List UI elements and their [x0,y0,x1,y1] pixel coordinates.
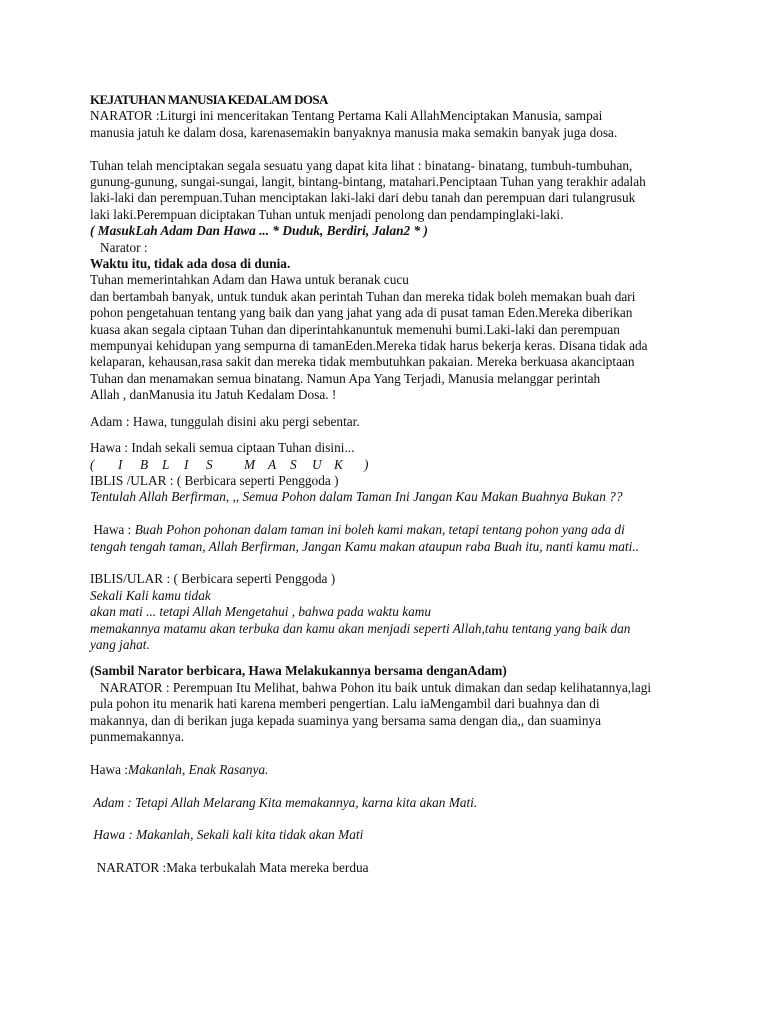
hawa-label: Hawa : [90,761,129,777]
hawa-dialogue [90,762,690,778]
hawa-dialogue-text: tengah tengah taman, Allah Berfirman, Jangan Kamu makan ataupun raba Buah itu, nanti kamu mati.. [90,538,639,554]
creation-line: laki-laki dan perempuan.Tuhan menciptakan laki-laki dari debu tanah dan perempuan dari tulangrusuk [90,190,636,206]
command-line: Tuhan dan menamakan semua binatang. Namun Apa Yang Terjadi, Manusia melanggar perintah [90,370,601,386]
stage-letter: I [118,456,123,472]
stage-direction-iblis-enter [90,457,690,473]
adam-dialogue: Adam : Hawa, tunggulah disini aku pergi sebentar. [90,413,360,429]
creation-line: laki laki.Perempuan diciptakan Tuhan untuk menjadi penolong dan pendampinglaki-laki. [90,206,564,222]
stage-letter: S [290,456,297,472]
command-line: kelaparan, kehausan,rasa sakit dan mereka tidak membutuhkan pakaian. Mereka berkuasa akanciptaan [90,354,635,370]
stage-direction-narator: (Sambil Narator berbicara, Hawa Melakukannya bersama denganAdam) [90,663,507,679]
command-line: dan bertambah banyak, untuk tunduk akan perintah Tuhan dan mereka tidak boleh memakan buah dari [90,288,636,304]
stage-letter: B [140,456,149,472]
spacer [90,506,690,522]
hawa-dialogue-text: Makanlah, Enak Rasanya. [128,761,269,777]
stage-letter: M [244,456,256,472]
command-line: Tuhan memerintahkan Adam dan Hawa untuk beranak cucu [90,272,409,288]
iblis-dialogue: akan mati ... tetapi Allah Mengetahui , bahwa pada waktu kamu [90,604,432,620]
iblis-label: IBLIS/ULAR : ( Berbicara seperti Penggoda ) [90,571,336,587]
command-line: pohon pengetahuan tentang yang baik dan yang jahat yang ada di pusat taman Eden.Mereka diberikan [90,305,633,321]
spacer [90,404,690,414]
narator-line: makannya, dan di berikan juga kepada suaminya yang bersama sama dengan dia,, dan suaminya [90,712,602,728]
narator-dialogue-text: Maka terbukalah Mata mereka berdua [166,860,369,876]
stage-letter: S [206,456,213,472]
stage-letter: U [312,456,322,472]
adam-dialogue: Adam : Tetapi Allah Melarang Kita memakannya, karna kita akan Mati. [90,794,478,810]
spacer [90,778,690,794]
spacer [90,555,690,571]
hawa-dialogue-text: Buah Pohon pohonan dalam taman ini boleh kami makan, tetapi tentang pohon yang ada di [134,522,625,538]
stage-letter: L [162,456,170,472]
spacer [90,430,690,440]
iblis-dialogue: yang jahat. [90,636,150,652]
narator-line: punmemakannya. [90,728,185,744]
command-line: Allah , danManusia itu Jatuh Kedalam Dosa. ! [90,387,337,403]
spacer [90,844,690,860]
spacer [90,811,690,827]
narator-label: Narator : [90,239,148,255]
stage-direction-enter: ( MasukLah Adam Dan Hawa ... * Duduk, Berdiri, Jalan2 * ) [90,223,428,239]
spacer [90,745,690,761]
iblis-dialogue: Sekali Kali kamu tidak [90,587,211,603]
hawa-dialogue: Hawa : Indah sekali semua ciptaan Tuhan disini... [90,440,355,456]
stage-letter: K [334,456,343,472]
creation-line: Tuhan telah menciptakan segala sesuatu yang dapat kita lihat : binatang- binatang, tumbuh-tumbuhan, [90,157,633,173]
narator-dialogue [90,860,690,876]
stage-letter: A [268,456,277,472]
stage-letter: ( [90,456,95,472]
spacer [90,141,690,157]
hawa-dialogue: Hawa : Makanlah, Sekali kali kita tidak akan Mati [90,827,364,843]
narator-intro-line: NARATOR :Liturgi ini menceritakan Tentang Pertama Kali AllahMenciptakan Manusia, sampai [90,108,603,124]
document-page [90,92,690,877]
narator-line: NARATOR : Perempuan Itu Melihat, bahwa Pohon itu baik untuk dimakan dan sedap kelihatannya,lagi [90,679,652,695]
stage-letter: I [184,456,189,472]
command-line: mempunyai kehidupan yang sempurna di tamanEden.Mereka tidak harus bekerja keras. Disana tidak ada [90,338,648,354]
iblis-dialogue: memakannya matamu akan terbuka dan kamu akan menjadi seperti Allah,tahu tentang yang baik dan [90,620,631,636]
stage-letter: ) [364,456,369,472]
no-sin-heading: Waktu itu, tidak ada dosa di dunia. [90,256,291,272]
narator-label: NARATOR : [90,860,167,876]
iblis-dialogue: Tentulah Allah Berfirman, ,, Semua Pohon dalam Taman Ini Jangan Kau Makan Buahnya Bukan ?? [90,489,623,505]
iblis-label: IBLIS /ULAR : ( Berbicara seperti Penggoda ) [90,472,339,488]
creation-line: gunung-gunung, sungai-sungai, langit, bintang-bintang, matahari.Penciptaan Tuhan yang terakhir adalah [90,174,646,190]
narator-line: pula pohon itu menarik hati karena memberi pengertian. Lalu iaMengambil dari buahnya dan di [90,696,600,712]
spacer [90,653,690,663]
command-line: kuasa akan segala ciptaan Tuhan dan diperintahkanuntuk memenuhi bumi.Laki-laki dan perempuan [90,321,620,337]
hawa-dialogue [90,522,690,538]
hawa-label: Hawa : [90,522,135,538]
document-title: KEJATUHAN MANUSIA KEDALAM DOSA [90,92,328,107]
narator-intro-line: manusia jatuh ke dalam dosa, karenasemakin banyaknya manusia maka semakin banyak juga dosa. [90,124,618,140]
